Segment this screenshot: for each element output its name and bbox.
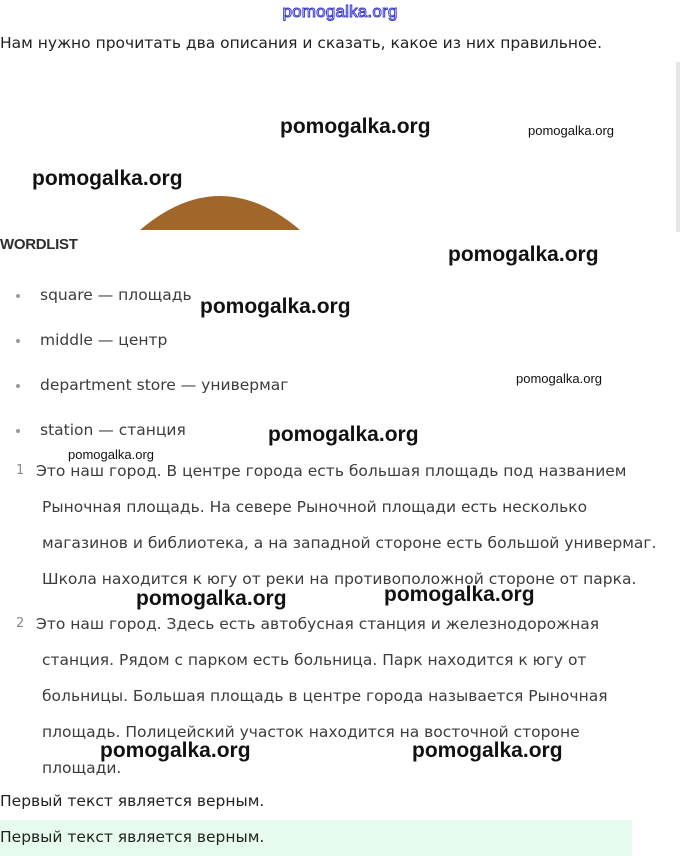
bullet-icon xyxy=(16,429,20,433)
text-line: магазинов и библиотека, а на западной стороне есть большой универмаг. xyxy=(42,534,657,552)
watermark: pomogalka.org xyxy=(100,739,251,762)
bullet-icon xyxy=(16,294,20,298)
watermark: pomogalka.org xyxy=(516,371,602,386)
text-line: площади. xyxy=(42,759,122,777)
answer-highlight-box xyxy=(0,820,632,856)
illustration-shape xyxy=(140,196,300,230)
text-line: Это наш город. В центре города есть большая площадь под названием xyxy=(36,462,627,480)
list-item-text: square — площадь xyxy=(40,286,192,304)
wordlist-heading: WORDLIST xyxy=(0,236,78,253)
list-item-text: middle — центр xyxy=(40,331,168,349)
list-item xyxy=(16,331,288,376)
list-item-text: department store — универмаг xyxy=(40,376,289,394)
list-item xyxy=(16,376,288,421)
watermark: pomogalka.org xyxy=(280,115,431,138)
watermark: pomogalka.org xyxy=(528,123,614,138)
text-item-1 xyxy=(16,453,680,597)
text-line: станция. Рядом с парком есть больница. Парк находится к югу от xyxy=(42,651,587,669)
answer-highlight-text: Первый текст является верным. xyxy=(0,828,265,846)
watermark: pomogalka.org xyxy=(268,423,419,446)
watermark: pomogalka.org xyxy=(448,243,599,266)
site-logo[interactable]: pomogalka.org xyxy=(282,2,398,21)
scrollbar[interactable] xyxy=(676,62,680,232)
text-line: Школа находится к югу от реки на противоположной стороне от парка. xyxy=(42,570,637,588)
list-item-text: station — станция xyxy=(40,421,186,439)
item-number: 2 xyxy=(16,616,25,631)
text-line: Это наш город. Здесь есть автобусная станция и железнодорожная xyxy=(36,615,600,633)
watermark: pomogalka.org xyxy=(412,739,563,762)
bullet-icon xyxy=(16,339,20,343)
intro-text: Нам нужно прочитать два описания и сказать, какое из них правильное. xyxy=(0,34,603,52)
illustration-image xyxy=(0,62,676,230)
watermark: pomogalka.org xyxy=(68,447,154,462)
text-line: площадь. Полицейский участок находится на восточной стороне xyxy=(42,723,580,741)
watermark: pomogalka.org xyxy=(200,295,351,318)
text-line: Рыночная площадь. На севере Рыночной площади есть несколько xyxy=(42,498,588,516)
watermark: pomogalka.org xyxy=(32,167,183,190)
text-paragraph xyxy=(36,453,680,597)
bullet-icon xyxy=(16,384,20,388)
text-line: больницы. Большая площадь в центре города называется Рыночная xyxy=(42,687,608,705)
watermark: pomogalka.org xyxy=(136,587,287,610)
watermark: pomogalka.org xyxy=(384,583,535,606)
answer-text: Первый текст является верным. xyxy=(0,792,265,810)
item-number: 1 xyxy=(16,463,25,478)
